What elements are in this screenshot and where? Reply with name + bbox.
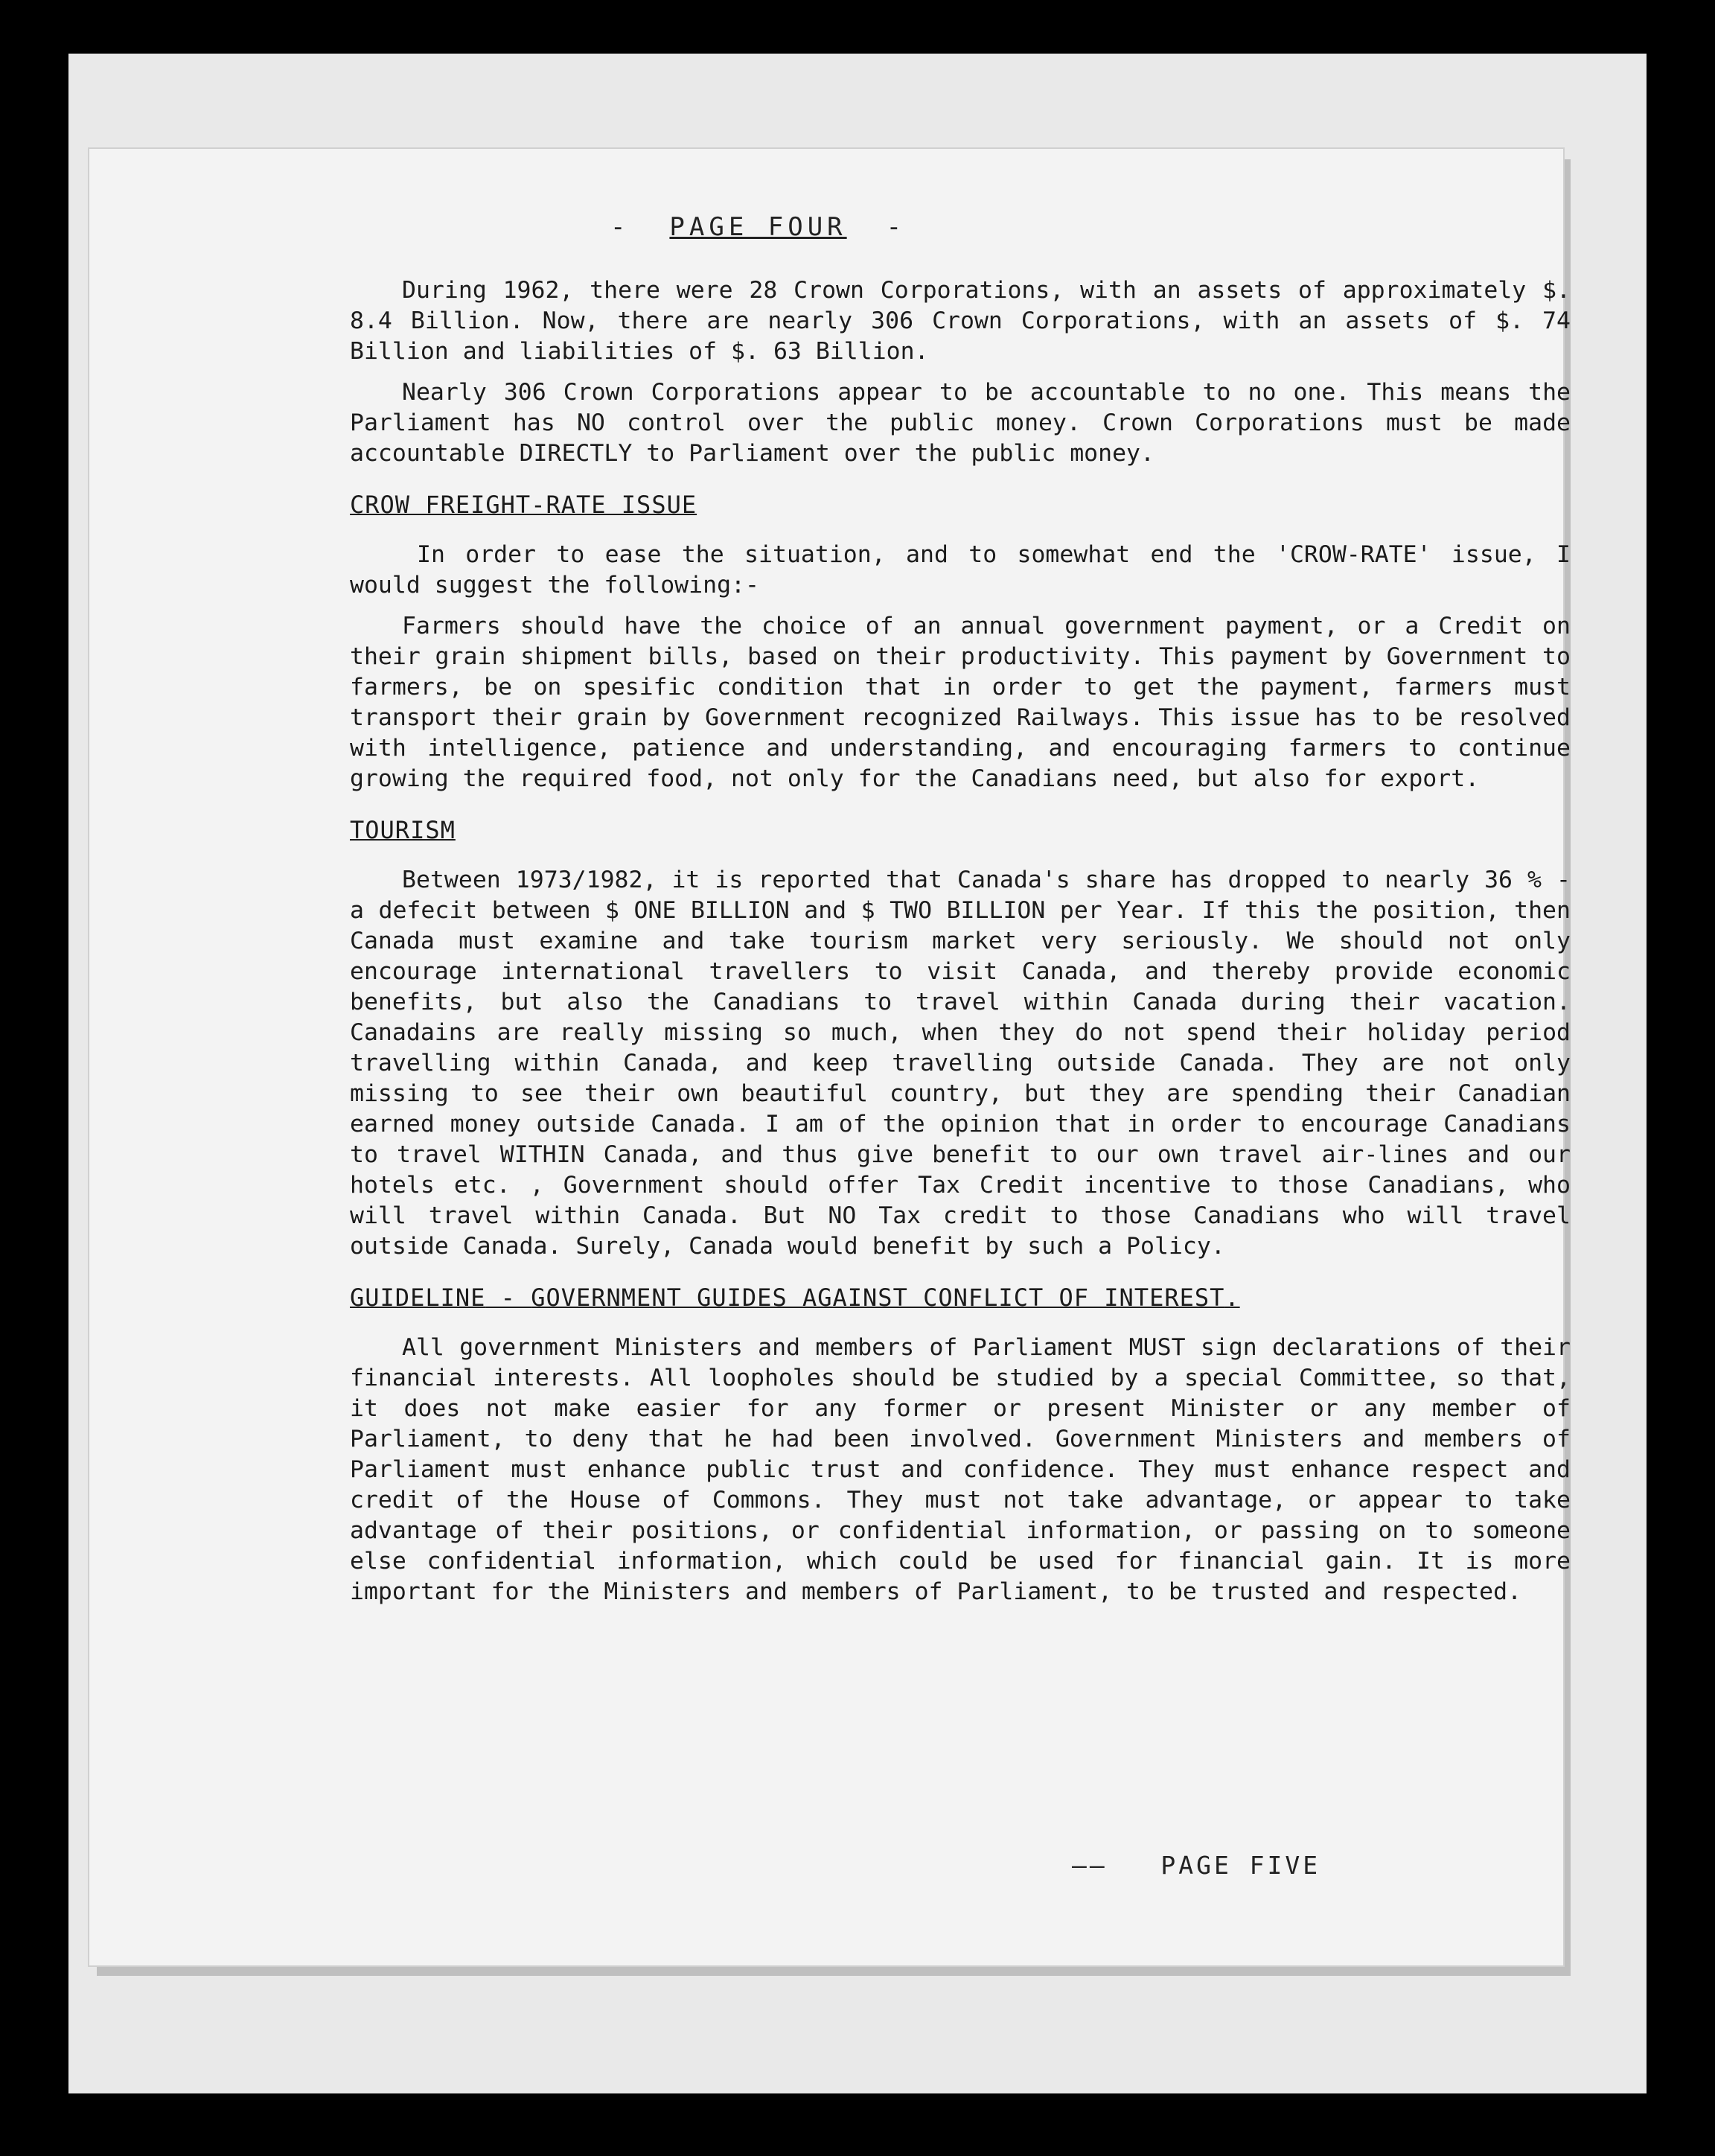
page-header-label: PAGE FOUR (669, 212, 847, 242)
guideline-heading-separator: - (485, 1283, 531, 1312)
tourism-heading: TOURISM (350, 816, 456, 844)
guideline-paragraph: All government Ministers and members of Parliament MUST sign declarations of their financial interests. All loopholes should be studied by a special Committee, so that, it does not make easier for any former or present Minister or any member of Parliament, to deny that he had been involved. Government Ministers and members of Parliament must enhance public trust and confidence. They must enhance respect and credit of the House of Commons. They must not take advantage, or appear to take advantage of their positions, or confidential information, or passing on to someone else confidential information, which could be used for financial gain. It is more important for the Ministers and members of Parliament, to be trusted and respected. (350, 1334, 1571, 1605)
page-header: - PAGE FOUR - (610, 212, 907, 242)
page-footer-label: PAGE FIVE (1160, 1851, 1321, 1880)
crown-paragraph-2: Nearly 306 Crown Corporations appear to be accountable to no one. This means the Parliament has NO control over the public money. Crown Corporations must be made accountable DIRECTLY to Parliament over the public money. (350, 379, 1571, 467)
page-footer: —— PAGE FIVE (1072, 1851, 1321, 1880)
crow-heading: CROW FREIGHT-RATE ISSUE (350, 491, 697, 519)
guideline-heading (350, 1283, 1571, 1313)
crown-paragraph-1: During 1962, there were 28 Crown Corporations, with an assets of approximately $. 8.4 Billion. Now, there are nearly 306 Crown Corporations, with an assets of $. 74 Billion and liabilities of $. 63 Billion. (350, 277, 1571, 365)
guideline-heading-period: . (1224, 1283, 1240, 1312)
guideline-heading-a: GUIDELINE (350, 1283, 486, 1312)
tourism-paragraph: Between 1973/1982, it is reported that Canada's share has dropped to nearly 36 % - a defecit between $ ONE BILLION and $ TWO BILLION per Year. If this the position, then Canada must examine and take tourism market very seriously. We should not only encourage international travellers to visit Canada, and thereby provide economic benefits, but also the Canadians to travel within Canada during their vacation. Canadains are really missing so much, when they do not spend their holiday period travelling within Canada, and keep travelling outside Canada. They are not only missing to see their own beautiful country, but they are spending their Canadian earned money outside Canada. I am of the opinion that in order to encourage Canadians to travel WITHIN Canada, and thus give benefit to our own travel air-lines and our hotels etc. , Government should offer Tax Credit incentive to those Canadians, who will travel within Canada. But NO Tax credit to those Canadians who will travel outside Canada. Surely, Canada would benefit by such a Policy. (350, 867, 1571, 1260)
crow-paragraph-1: In order to ease the situation, and to somewhat end the 'CROW-RATE' issue, I would suggest the following:- (350, 541, 1571, 599)
crow-paragraph-2: Farmers should have the choice of an annual government payment, or a Credit on their grain shipment bills, based on their productivity. This payment by Government to farmers, be on spesific condition that in order to get the payment, farmers must transport their grain by Government recognized Railways. This issue has to be resolved with intelligence, patience and understanding, and encouraging farmers to continue growing the required food, not only for the Canadians need, but also for export. (350, 613, 1571, 792)
guideline-heading-b: GOVERNMENT GUIDES AGAINST CONFLICT OF INTEREST (531, 1283, 1225, 1312)
page-body (350, 275, 1571, 1618)
